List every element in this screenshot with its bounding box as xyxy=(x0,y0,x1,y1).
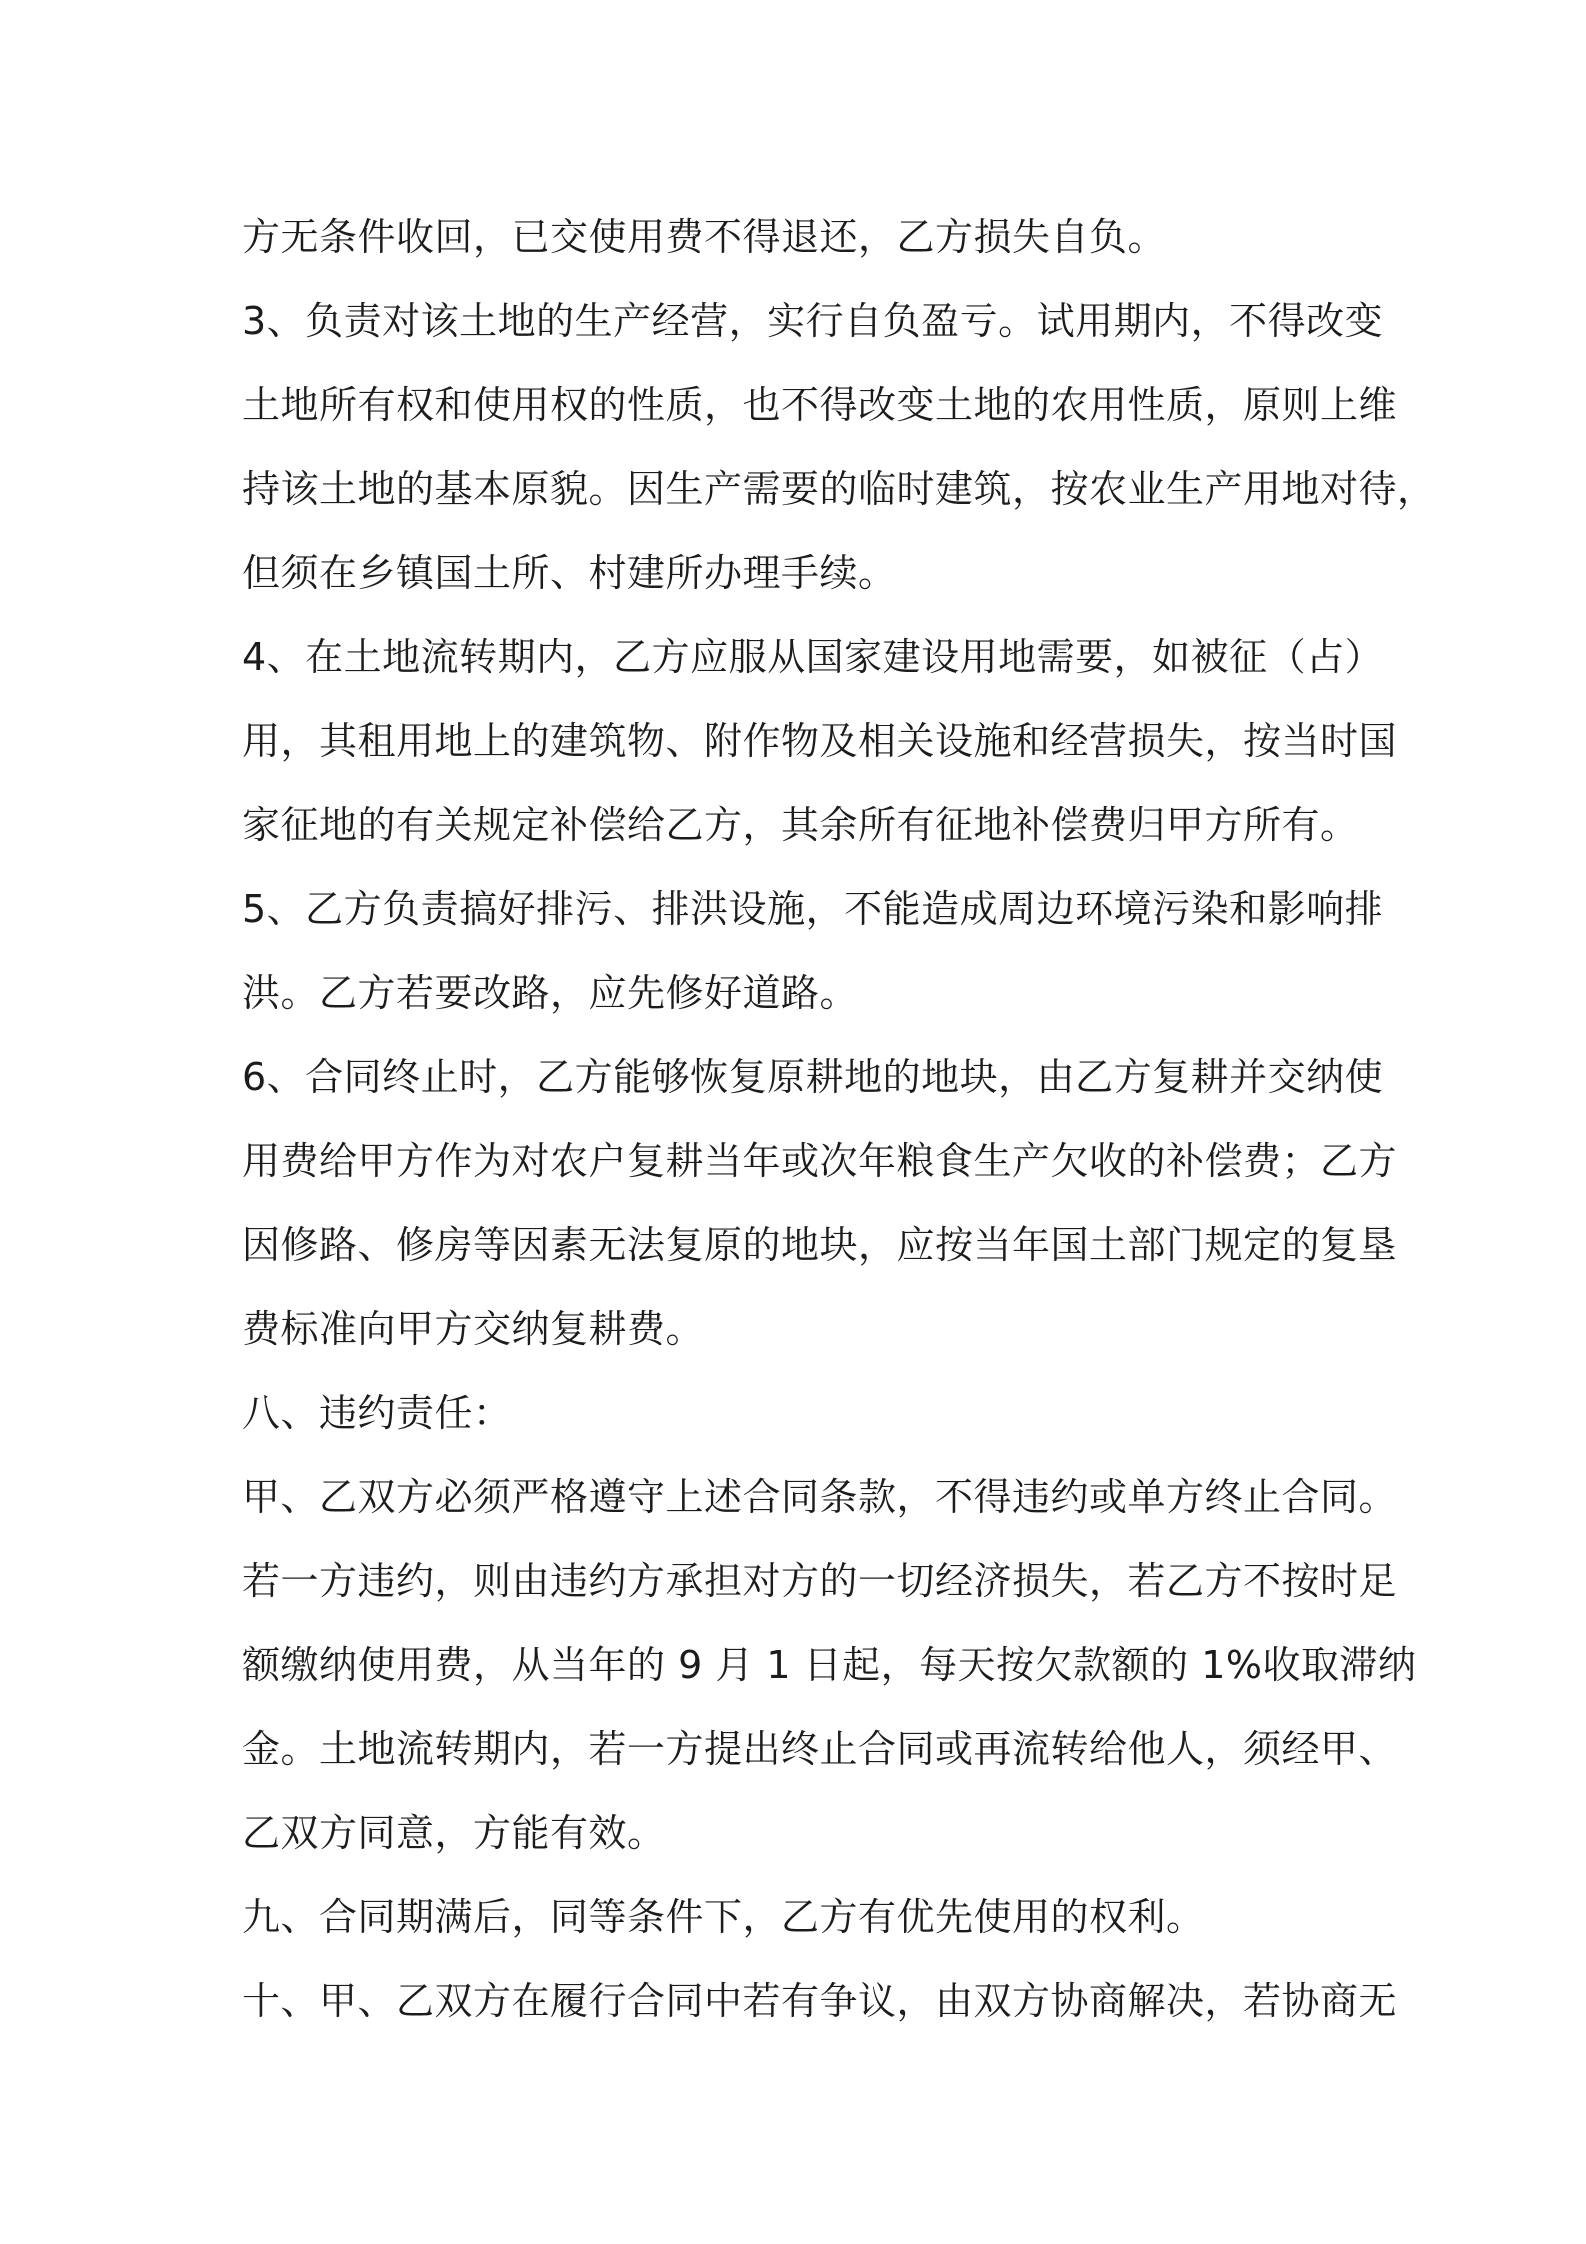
text-line: 费标准向甲方交纳复耕费。 xyxy=(242,1307,705,1351)
text-line: 5、乙方负责搞好排污、排洪设施，不能造成周边环境污染和影响排 xyxy=(242,887,1384,931)
text-line: 金。土地流转期内，若一方提出终止合同或再流转给他人，须经甲、 xyxy=(242,1727,1398,1771)
text-line: 土地所有权和使用权的性质，也不得改变土地的农用性质，原则上维 xyxy=(242,383,1398,427)
text-line: 家征地的有关规定补偿给乙方，其余所有征地补偿费归甲方所有。 xyxy=(242,803,1359,847)
text-line: 因修路、修房等因素无法复原的地块，应按当年国土部门规定的复垦 xyxy=(242,1223,1398,1267)
text-line: 用费给甲方作为对农户复耕当年或次年粮食生产欠收的补偿费；乙方 xyxy=(242,1139,1398,1183)
text-line: 洪。乙方若要改路，应先修好道路。 xyxy=(242,971,859,1015)
text-line: 九、合同期满后，同等条件下，乙方有优先使用的权利。 xyxy=(242,1895,1205,1939)
text-line: 若一方违约，则由违约方承担对方的一切经济损失，若乙方不按时足 xyxy=(242,1559,1398,1603)
text-line: 额缴纳使用费，从当年的 9 月 1 日起，每天按欠款额的 1%收取滞纳 xyxy=(242,1643,1417,1687)
document-body xyxy=(242,195,1436,2043)
text-line: 但须在乡镇国土所、村建所办理手续。 xyxy=(242,551,897,595)
section-heading: 八、违约责任： xyxy=(242,1391,512,1435)
text-line: 甲、乙双方必须严格遵守上述合同条款，不得违约或单方终止合同。 xyxy=(242,1475,1398,1519)
text-line: 4、在土地流转期内，乙方应服从国家建设用地需要，如被征（占） xyxy=(242,635,1384,679)
text-line: 3、负责对该土地的生产经营，实行自负盈亏。试用期内，不得改变 xyxy=(242,299,1384,343)
text-line: 方无条件收回，已交使用费不得退还，乙方损失自负。 xyxy=(242,215,1167,259)
text-line: 用，其租用地上的建筑物、附作物及相关设施和经营损失，按当时国 xyxy=(242,719,1398,763)
text-line: 6、合同终止时，乙方能够恢复原耕地的地块，由乙方复耕并交纳使 xyxy=(242,1055,1384,1099)
text-line: 十、甲、乙双方在履行合同中若有争议，由双方协商解决，若协商无 xyxy=(242,1979,1398,2023)
text-line: 乙双方同意，方能有效。 xyxy=(242,1811,666,1855)
text-line: 持该土地的基本原貌。因生产需要的临时建筑，按农业生产用地对待， xyxy=(242,467,1436,511)
